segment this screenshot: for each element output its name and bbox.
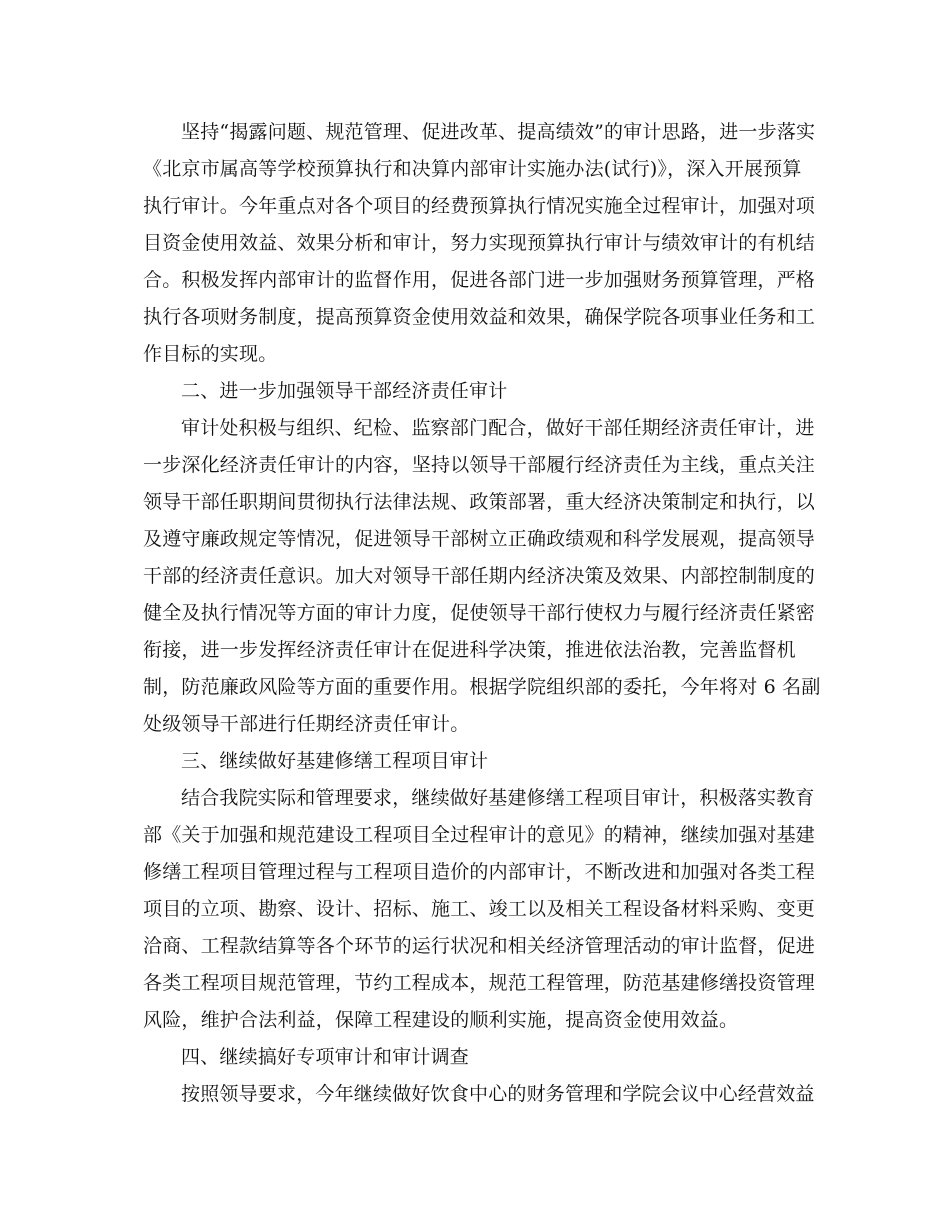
text-line: 风险，维护合法利益，保障工程建设的顺利实施，提高资金使用效益。 (143, 1009, 739, 1031)
text-line: 作目标的实现。 (143, 343, 278, 365)
text-line: 部《关于加强和规范建设工程项目全过程审计的意见》的精神，继续加强对基建 (143, 824, 816, 846)
text-line: 坚持“揭露问题、规范管理、促进改革、提高绩效”的审计思路，进一步落实 (181, 121, 816, 143)
text-line: 项目的立项、勘察、设计、招标、施工、竣工以及相关工程设备材料采购、变更 (143, 898, 816, 920)
text-line: 执行各项财务制度，提高预算资金使用效益和效果，确保学院各项事业任务和工 (143, 306, 816, 328)
section-heading: 三、继续做好基建修缮工程项目审计 (181, 750, 489, 772)
text-line: 按照领导要求，今年继续做好饮食中心的财务管理和学院会议中心经营效益 (181, 1083, 815, 1105)
text-line: 结合我院实际和管理要求，继续做好基建修缮工程项目审计，积极落实教育 (181, 787, 815, 809)
text-line: 领导干部任职期间贯彻执行法律法规、政策部署，重大经济决策制定和执行，以 (143, 491, 816, 513)
text-line: 《北京市属高等学校预算执行和决算内部审计实施办法(试行)》，深入开展预算 (143, 158, 802, 180)
text-line: 处级领导干部进行任期经济责任审计。 (143, 713, 470, 735)
text-line: 干部的经济责任意识。加大对领导干部任期内经济决策及效果、内部控制制度的 (143, 565, 816, 587)
text-line: 制，防范廉政风险等方面的重要作用。根据学院组织部的委托，今年将对 6 名副 (143, 676, 821, 698)
text-line: 审计处积极与组织、纪检、监察部门配合，做好干部任期经济责任审计，进 (181, 417, 815, 439)
text-line: 衔接，进一步发挥经济责任审计在促进科学决策，推进依法治教，完善监督机 (143, 639, 796, 661)
text-line: 合。积极发挥内部审计的监督作用，促进各部门进一步加强财务预算管理，严格 (143, 269, 816, 291)
text-line: 一步深化经济责任审计的内容，坚持以领导干部履行经济责任为主线，重点关注 (143, 454, 816, 476)
section-heading: 二、进一步加强领导干部经济责任审计 (181, 380, 508, 402)
text-line: 修缮工程项目管理过程与工程项目造价的内部审计，不断改进和加强对各类工程 (143, 861, 816, 883)
text-line: 洽商、工程款结算等各个环节的运行状况和相关经济管理活动的审计监督，促进 (143, 935, 816, 957)
text-line: 执行审计。今年重点对各个项目的经费预算执行情况实施全过程审计，加强对项 (143, 195, 816, 217)
section-heading: 四、继续搞好专项审计和审计调查 (181, 1046, 470, 1068)
text-line: 各类工程项目规范管理，节约工程成本，规范工程管理，防范基建修缮投资管理 (143, 972, 816, 994)
text-line: 目资金使用效益、效果分析和审计，努力实现预算执行审计与绩效审计的有机结 (143, 232, 816, 254)
text-line: 健全及执行情况等方面的审计力度，促使领导干部行使权力与履行经济责任紧密 (143, 602, 816, 624)
text-line: 及遵守廉政规定等情况，促进领导干部树立正确政绩观和科学发展观，提高领导 (143, 528, 816, 550)
